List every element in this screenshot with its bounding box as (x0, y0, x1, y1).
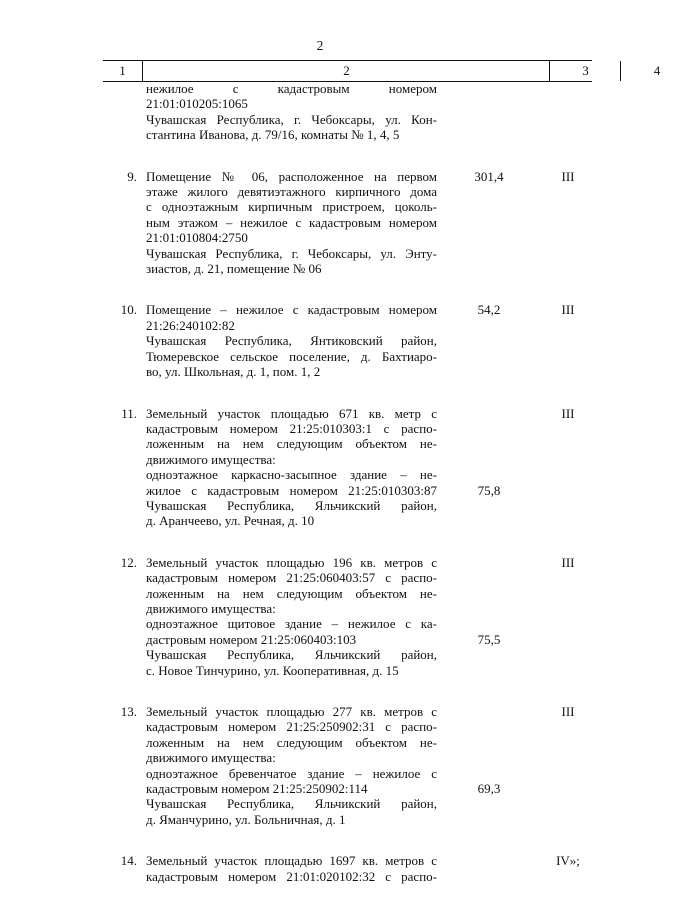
description-line: движимого имущества: (146, 750, 276, 766)
description-line: ложенным на нем следующим объектом не- (146, 585, 437, 601)
description-line: Земельный участок площадью 196 кв. метров с (146, 554, 437, 570)
description-line: Чувашская Республика, Яльчикский район, (146, 497, 437, 513)
description-line: дастровым номером 21:25:060403:103 (146, 631, 357, 647)
row-category: III (561, 554, 575, 570)
row-number: 13. (120, 704, 137, 719)
description-line: кадастровым номером 21:25:250902:31 с распо- (146, 719, 437, 735)
description-line: 21:01:010804:2750 (146, 230, 248, 246)
description-line: нежилое с кадастровым номером (146, 81, 437, 96)
description-line: движимого имущества: (146, 600, 276, 616)
table-row (103, 81, 592, 143)
description-line: Земельный участок площадью 1697 кв. метров с (146, 853, 437, 869)
row-description (146, 406, 437, 529)
description-line: с. Новое Тинчурино, ул. Кооперативная, д. 15 (146, 662, 399, 678)
row-area: 301,4 (474, 168, 504, 184)
description-line: 21:26:240102:82 (146, 317, 235, 333)
row-category: III (561, 168, 575, 184)
row-number: 9. (127, 168, 137, 184)
description-line: с одноэтажным кирпичным пристроем, цоколь- (146, 199, 437, 215)
description-line: кадастровым номером 21:25:010303:1 с распо- (146, 420, 437, 436)
table-row (103, 853, 592, 884)
description-line: кадастровым номером 21:01:020102:32 с распо- (146, 868, 437, 884)
table-body (103, 81, 592, 884)
row-area: 75,5 (477, 631, 501, 647)
description-line: во, ул. Школьная, д. 1, пом. 1, 2 (146, 364, 321, 380)
description-line: Чувашская Республика, г. Чебоксары, ул. Энту- (146, 245, 437, 261)
header-col-4: 4 (620, 61, 693, 81)
row-description (146, 81, 437, 143)
description-line: ложенным на нем следующим объектом не- (146, 734, 437, 750)
description-line: жилое с кадастровым номером 21:25:010303:87 (146, 482, 437, 498)
description-line: д. Яманчурино, ул. Больничная, д. 1 (146, 811, 346, 827)
header-col-1: 1 (119, 63, 126, 78)
description-line: Земельный участок площадью 671 кв. метр с (146, 405, 437, 421)
table-row (103, 555, 592, 678)
header-col-3: 3 (549, 61, 621, 81)
description-line: одноэтажное бревенчатое здание – нежилое с (146, 765, 437, 781)
row-category: III (561, 302, 575, 318)
row-number: 14. (120, 853, 137, 869)
header-col-2: 2 (142, 61, 550, 81)
description-line: этаже жилого девятиэтажного кирпичного дома (146, 184, 437, 200)
row-area: 75,8 (477, 482, 501, 498)
description-line: Чувашская Республика, Яльчикский район, (146, 796, 437, 812)
description-line: кадастровым номером 21:25:250902:114 (146, 781, 368, 797)
row-category: III (561, 704, 575, 719)
description-line: одноэтажное щитовое здание – нежилое с ка- (146, 616, 437, 632)
row-category: III (561, 405, 575, 421)
row-number: 10. (120, 302, 137, 318)
description-line: кадастровым номером 21:25:060403:57 с распо- (146, 570, 437, 586)
row-description (146, 555, 437, 678)
description-line: Чувашская Республика, Янтиковский район, (146, 333, 437, 349)
row-description (146, 302, 437, 379)
row-area: 54,2 (477, 302, 501, 318)
row-number: 12. (120, 554, 137, 570)
description-line: ложенным на нем следующим объектом не- (146, 436, 437, 452)
table-row (103, 406, 592, 529)
description-line: Тюмеревское сельское поселение, д. Бахтиаро- (146, 348, 437, 364)
row-number: 11. (121, 405, 137, 421)
row-description (146, 169, 437, 277)
description-line: ным этажом – нежилое с кадастровым номером (146, 214, 437, 230)
description-line: Чувашская Республика, Яльчикский район, (146, 647, 437, 663)
table-row (103, 302, 592, 379)
description-line: Чувашская Республика, г. Чебоксары, ул. Кон- (146, 111, 437, 127)
description-line: зиастов, д. 21, помещение № 06 (146, 261, 322, 277)
description-line: Земельный участок площадью 277 кв. метров с (146, 704, 437, 719)
page-number: 2 (316, 38, 324, 53)
row-description (146, 704, 437, 827)
description-line: одноэтажное каркасно-засыпное здание – не- (146, 467, 437, 483)
description-line: Помещение № 06, расположенное на первом (146, 168, 437, 184)
description-line: движимого имущества: (146, 451, 276, 467)
description-line: стантина Иванова, д. 79/16, комнаты № 1, 4, 5 (146, 127, 400, 143)
row-description (146, 853, 437, 884)
row-category: IV»; (556, 853, 580, 869)
description-line: 21:01:010205:1065 (146, 96, 248, 112)
row-area: 69,3 (477, 781, 501, 796)
description-line: д. Аранчеево, ул. Речная, д. 10 (146, 513, 315, 529)
description-line: Помещение – нежилое с кадастровым номером (146, 302, 437, 318)
table-row (103, 704, 592, 827)
table-row (103, 169, 592, 277)
table-header (103, 60, 661, 82)
